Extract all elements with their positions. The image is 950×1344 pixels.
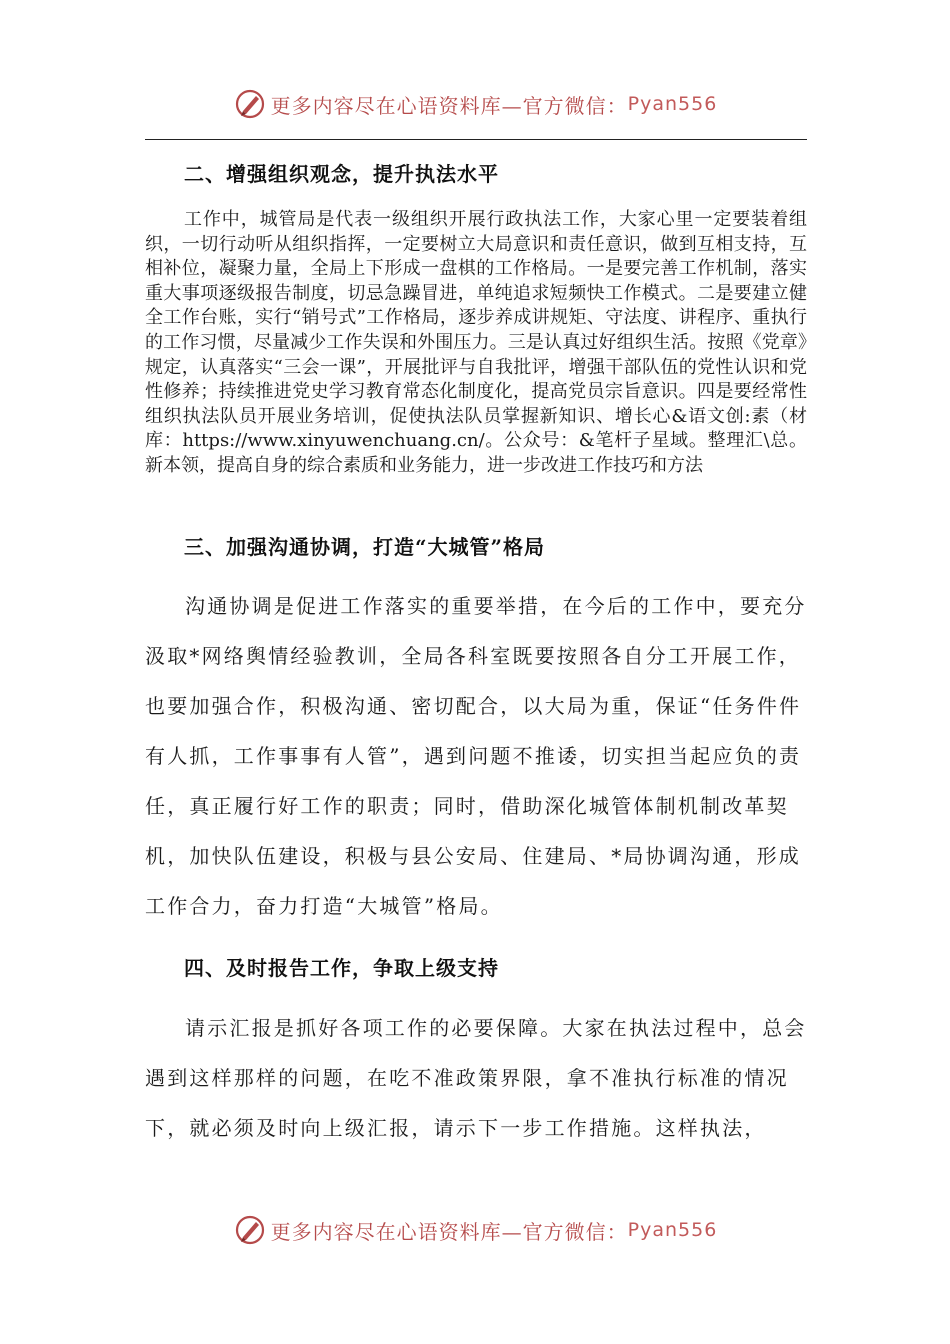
watermark-wechat-id: Pyan556 <box>627 1219 718 1241</box>
watermark-wechat-id: Pyan556 <box>627 93 718 115</box>
header-rule <box>145 139 807 140</box>
watermark-text: 更多内容尽在心语资料库—官方微信： <box>270 1219 628 1244</box>
section-3-heading: 三、加强沟通协调，打造“大城管”格局 <box>184 535 546 559</box>
section-4-heading: 四、及时报告工作，争取上级支持 <box>184 956 499 980</box>
footer-watermark <box>0 1208 950 1252</box>
section-4-body: 请示汇报是抓好各项工作的必要保障。大家在执法过程中，总会遇到这样那样的问题，在吃不准政策界限，拿不准执行标准的情况下，就必须及时向上级汇报，请示下一步工作措施。这样执法， <box>145 1016 807 1140</box>
section-2-heading: 二、增强组织观念，提升执法水平 <box>184 162 499 186</box>
header-watermark <box>0 82 950 126</box>
section-3-body: 沟通协调是促进工作落实的重要举措，在今后的工作中，要充分汲取*网络舆情经验教训，全局各科室既要按照各自分工开展工作，也要加强合作，积极沟通、密切配合，以大局为重，保证“任务件件有人抓，工作事事有人管”，遇到问题不推诿，切实担当起应负的责任，真正履行好工作的职责；同时，借助深化城管体制机制改革契机，加快队伍建设，积极与县公安局、住建局、*局协调沟通，形成工作合力，奋力打造“大城管”格局。 <box>145 594 807 918</box>
watermark-text: 更多内容尽在心语资料库—官方微信： <box>270 93 628 118</box>
pen-logo-icon <box>233 87 267 121</box>
pen-logo-icon <box>233 1213 267 1247</box>
section-2-body: 工作中，城管局是代表一级组织开展行政执法工作，大家心里一定要装着组织，一切行动听从组织指挥，一定要树立大局意识和责任意识，做到互相支持，互相补位，凝聚力量，全局上下形成一盘棋的工作格局。一是要完善工作机制，落实重大事项逐级报告制度，切忌急躁冒进，单纯追求短频快工作模式。二是要建立健全工作台账，实行“销号式”工作格局，逐步养成讲规矩、守法度、讲程序、重执行的工作习惯，尽量减少工作失误和外围压力。三是认真过好组织生活。按照《党章》规定，认真落实“三会一课”，开展批评与自我批评，增强干部队伍的党性认识和党性修养；持续推进党史学习教育常态化制度化，提高党员宗旨意识。四是要经常性组织执法队员开展业务培训，促使执法队员掌握新知识、增长心&语文创:素（材库：https://www.xinyuwenchuang.cn/。公众号：&笔杆子星域。整理汇\总。新本领，提高自身的综合素质和业务能力，进一步改进工作技巧和方法 <box>145 209 807 476</box>
